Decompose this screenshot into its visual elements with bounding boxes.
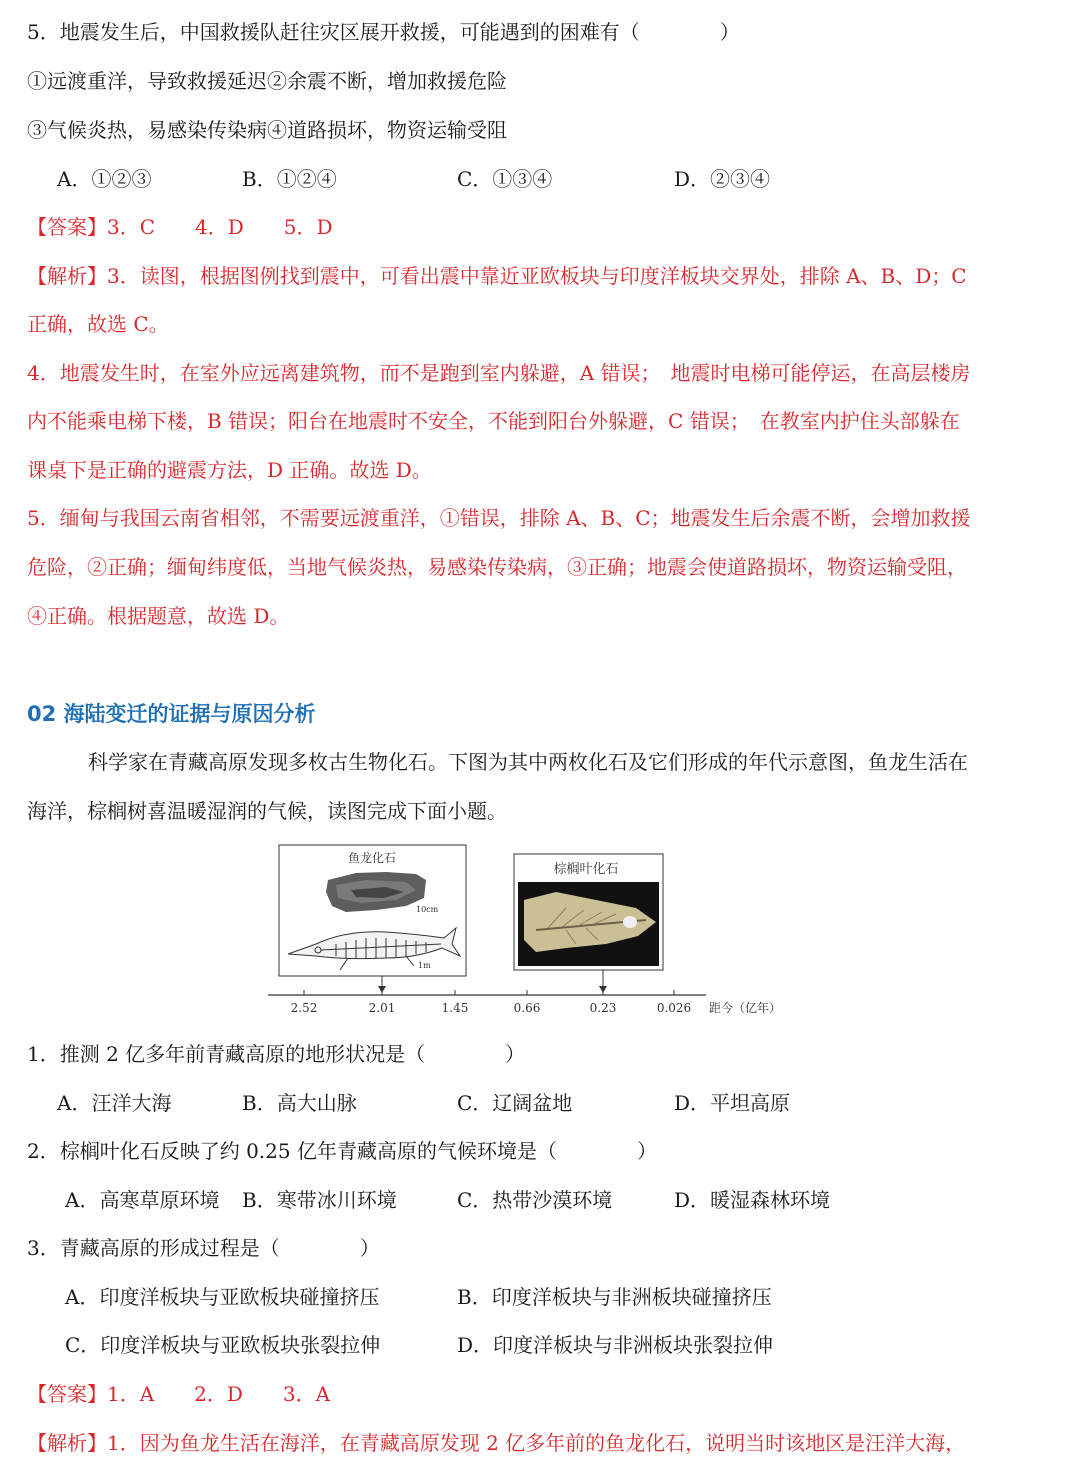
analysis-text: 3．读图，根据图例找到震中，可看出震中靠近亚欧板块与印度洋板块交界处，排除 A、B、D；C xyxy=(107,264,967,288)
option-c: C．辽阔盆地 xyxy=(457,1091,573,1115)
option-b: B．印度洋板块与非洲板块碰撞挤压 xyxy=(457,1285,772,1309)
analysis-line-4: 内不能乘电梯下楼，B 错误；阳台在地震时不安全，不能到阳台外躲避，C 错误； 在教室内护住头部躲在 xyxy=(27,409,960,433)
analysis-line-2: 正确，故选 C。 xyxy=(27,312,169,336)
palm-leaf-arrow xyxy=(599,970,607,993)
option-b: B．高大山脉 xyxy=(242,1091,357,1115)
analysis-line-9 xyxy=(27,1429,1050,1457)
axis-tick-label: 2.52 xyxy=(290,1001,318,1015)
option-d: D．②③④ xyxy=(674,167,771,191)
option-d: D．平坦高原 xyxy=(674,1091,791,1115)
axis-tick-label: 1.45 xyxy=(441,1001,469,1015)
analysis-line-8: ④正确。根据题意，故选 D。 xyxy=(27,604,290,628)
answer-text: 3．C 4．D 5．D xyxy=(107,215,333,239)
fossil2-title: 棕榈叶化石 xyxy=(553,862,619,877)
question-3-stem: 3．青藏高原的形成过程是（ ） xyxy=(27,1236,380,1260)
axis-tick-label: 0.66 xyxy=(513,1001,541,1015)
scale-1m: 1m xyxy=(418,961,431,970)
option-c: C．印度洋板块与亚欧板块张裂拉伸 xyxy=(65,1333,381,1357)
question-5-items-2: ③气候炎热，易感染传染病④道路损坏，物资运输受阻 xyxy=(27,118,507,142)
analysis-tag: 【解析】 xyxy=(27,1431,107,1455)
analysis-text: 1．因为鱼龙生活在海洋，在青藏高原发现 2 亿多年前的鱼龙化石，说明当时该地区是汪洋大海， xyxy=(107,1431,966,1455)
scale-10cm: 10cm xyxy=(416,905,439,914)
option-d: D．暖湿森林环境 xyxy=(674,1188,831,1212)
answer-line-1 xyxy=(27,213,1050,241)
section-title: 02 海陆变迁的证据与原因分析 xyxy=(27,702,316,726)
option-a: A．①②③ xyxy=(57,167,152,191)
axis-tick-label: 0.026 xyxy=(656,1001,692,1015)
answer-tag: 【答案】 xyxy=(27,1382,107,1406)
question-2-stem: 2．棕榈叶化石反映了约 0.25 亿年青藏高原的气候环境是（ ） xyxy=(27,1139,657,1163)
intro-line-1: 科学家在青藏高原发现多枚古生物化石。下图为其中两枚化石及它们形成的年代示意图，鱼龙生活在 xyxy=(88,750,968,774)
answer-tag: 【答案】 xyxy=(27,215,107,239)
analysis-line-7: 危险，②正确；缅甸纬度低，当地气候炎热，易感染传染病，③正确；地震会使道路损坏，物资运输受阻， xyxy=(27,555,967,579)
analysis-tag: 【解析】 xyxy=(27,264,107,288)
axis-label: 距今（亿年） xyxy=(709,1001,782,1015)
question-5-stem: 5．地震发生后，中国救援队赶往灾区展开救援，可能遇到的困难有（ ） xyxy=(27,20,740,44)
option-d: D．印度洋板块与非洲板块张裂拉伸 xyxy=(457,1333,774,1357)
answer-line-2 xyxy=(27,1380,1050,1408)
analysis-line-3: 4．地震发生时，在室外应远离建筑物，而不是跑到室内躲避，A 错误； 地震时电梯可能停运，在高层楼房 xyxy=(27,361,971,385)
analysis-line-6: 5．缅甸与我国云南省相邻，不需要远渡重洋，①错误，排除 A、B、C；地震发生后余震不断，会增加救援 xyxy=(27,506,971,530)
option-a: A．印度洋板块与亚欧板块碰撞挤压 xyxy=(65,1285,380,1309)
intro-line-2: 海洋，棕榈树喜温暖湿润的气候，读图完成下面小题。 xyxy=(27,799,507,823)
axis-tick-label: 2.01 xyxy=(368,1001,396,1015)
option-c: C．热带沙漠环境 xyxy=(457,1188,613,1212)
option-b: B．寒带冰川环境 xyxy=(242,1188,397,1212)
fossil1-title: 鱼龙化石 xyxy=(347,851,397,865)
option-c: C．①③④ xyxy=(457,167,553,191)
option-a: A．高寒草原环境 xyxy=(65,1188,220,1212)
axis-tick-label: 0.23 xyxy=(589,1001,617,1015)
analysis-line-1 xyxy=(27,262,1050,290)
question-1-stem: 1．推测 2 亿多年前青藏高原的地形状况是（ ） xyxy=(27,1042,526,1066)
fossil-timeline-figure xyxy=(266,840,806,1020)
question-5-items-1: ①远渡重洋，导致救援延迟②余震不断，增加救援危险 xyxy=(27,69,507,93)
option-b: B．①②④ xyxy=(242,167,337,191)
answer-text: 1．A 2．D 3．A xyxy=(107,1382,331,1406)
option-a: A．汪洋大海 xyxy=(57,1091,172,1115)
analysis-line-5: 课桌下是正确的避震方法，D 正确。故选 D。 xyxy=(27,458,432,482)
